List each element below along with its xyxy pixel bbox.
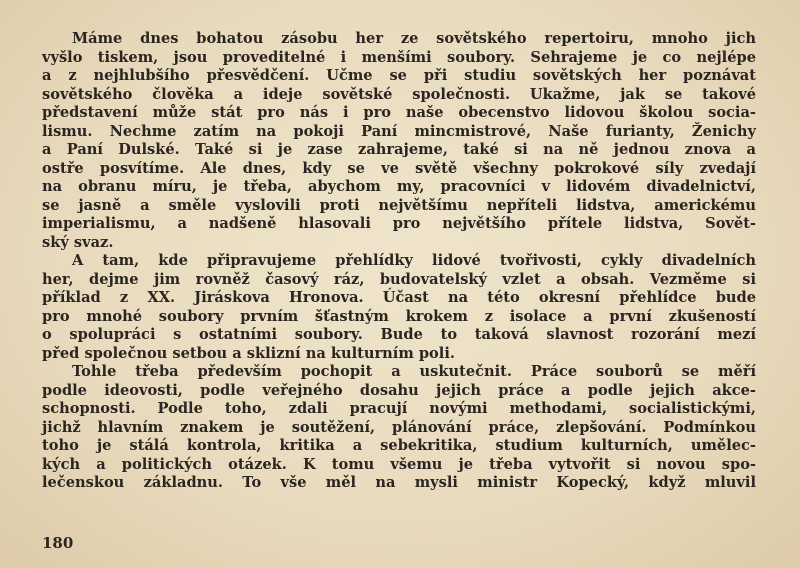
text-line: her, dejme jim rovněž časový ráz, budovatelský vzlet a obsah. Vezměme si bbox=[42, 270, 756, 288]
text-line: pro mnohé soubory prvním šťastným krokem z isolace a první zkušeností bbox=[42, 307, 756, 325]
text-line: schopnosti. Podle toho, zdali pracují novými methodami, socialistickými, bbox=[42, 400, 756, 417]
text-line: toho je stálá kontrola, kritika a sebekritika, studium kulturních, umělec- bbox=[42, 437, 756, 454]
text-line: lečenskou základnu. To vše měl na mysli ministr Kopecký, když mluvil bbox=[42, 474, 756, 491]
text-line: představení může stát pro nás i pro naše obecenstvo lidovou školou socia- bbox=[42, 104, 756, 121]
body-text bbox=[42, 30, 756, 493]
text-line: A tam, kde připravujeme přehlídky lidové tvořivosti, cykly divadelních bbox=[72, 252, 756, 269]
text-line: kých a politických otázek. K tomu všemu je třeba vytvořit si novou spo- bbox=[42, 455, 756, 473]
text-line: podle ideovosti, podle veřejného dosahu jejich práce a podle jejich akce- bbox=[42, 381, 756, 399]
text-line: ský svaz. bbox=[42, 233, 114, 251]
text-line: imperialismu, a nadšeně hlasovali pro největšího přítele lidstva, Sovět- bbox=[42, 215, 756, 232]
text-line: vyšlo tiskem, jsou proveditelné i menšími soubory. Sehrajeme je co nejlépe bbox=[42, 48, 756, 66]
text-line: sovětského člověka a ideje sovětské společnosti. Ukažme, jak se takové bbox=[42, 85, 756, 103]
page-number: 180 bbox=[42, 534, 74, 552]
text-line: lismu. Nechme zatím na pokoji Paní mincmistrové, Naše furianty, Ženichy bbox=[42, 122, 756, 140]
text-line: Máme dnes bohatou zásobu her ze sovětského repertoiru, mnoho jich bbox=[72, 30, 756, 47]
text-line: a z nejhlubšího přesvědčení. Učme se při studiu sovětských her poznávat bbox=[42, 67, 756, 84]
text-line: na obranu míru, je třeba, abychom my, pracovníci v lidovém divadelnictví, bbox=[42, 178, 756, 195]
text-line: Tohle třeba především pochopit a uskutečnit. Práce souborů se měří bbox=[72, 363, 756, 380]
text-line: jichž hlavním znakem je soutěžení, plánování práce, zlepšování. Podmínkou bbox=[42, 418, 756, 436]
text-line: ostře posvítíme. Ale dnes, kdy se ve světě všechny pokrokové síly zvedají bbox=[42, 159, 756, 177]
text-line: před společnou setbou a sklizní na kulturním poli. bbox=[42, 344, 455, 362]
text-line: se jasně a směle vyslovili proti největšímu nepříteli lidstva, americkému bbox=[42, 196, 756, 214]
text-line: a Paní Dulské. Také si je zase zahrajeme, také si na ně jednou znova a bbox=[42, 141, 756, 158]
text-line: příklad z XX. Jiráskova Hronova. Účast na této okresní přehlídce bude bbox=[42, 289, 756, 306]
text-line: o spolupráci s ostatními soubory. Bude to taková slavnost rozorání mezí bbox=[42, 326, 756, 343]
